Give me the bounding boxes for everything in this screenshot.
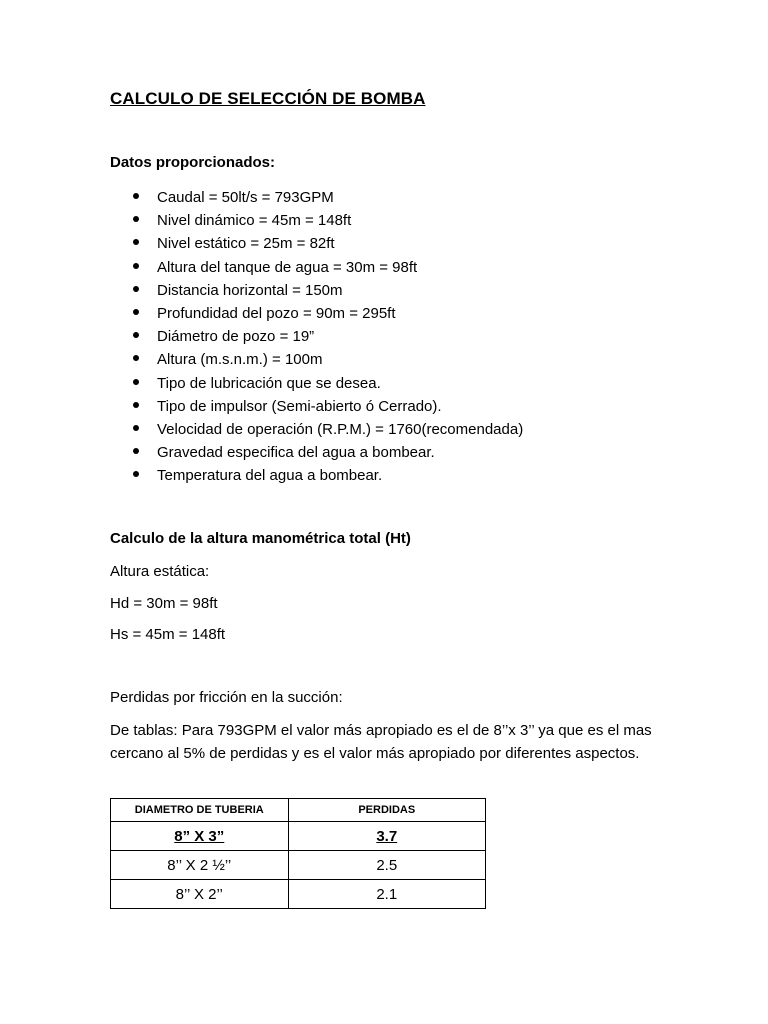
list-item — [110, 464, 523, 487]
bullet-icon — [133, 471, 139, 477]
datos-heading: Datos proporcionados: — [110, 154, 276, 171]
bullet-icon — [133, 448, 139, 454]
table-cell-diametro: 8’’ X 2’’ — [111, 880, 289, 909]
list-item — [110, 186, 523, 209]
column-header-perdidas: PERDIDAS — [288, 799, 485, 822]
perdidas-paragraph: De tablas: Para 793GPM el valor más apropiado es el de 8’’x 3’’ ya que es el mas cercano al 5% de perdidas y es el valor más apropiado por diferentes aspectos. — [110, 722, 652, 762]
perdidas-heading: Perdidas por fricción en la succión: — [110, 689, 343, 706]
list-item — [110, 441, 523, 464]
list-item — [110, 256, 523, 279]
list-item-text: Diámetro de pozo = 19” — [157, 328, 315, 346]
list-item — [110, 209, 523, 232]
hd-formula: Hd = 30m = 98ft — [110, 595, 218, 612]
table-cell-perdidas: 2.1 — [288, 880, 485, 909]
table-cell-perdidas: 3.7 — [288, 822, 485, 851]
list-item-text: Tipo de impulsor (Semi-abierto ó Cerrado). — [157, 397, 442, 415]
table-row — [111, 880, 486, 909]
altura-estatica-label: Altura estática: — [110, 563, 210, 580]
list-item — [110, 325, 523, 348]
list-item — [110, 418, 523, 441]
list-item — [110, 232, 523, 255]
bullet-icon — [133, 355, 139, 361]
table-cell-perdidas: 2.5 — [288, 851, 485, 880]
bullet-icon — [133, 263, 139, 269]
list-item-text: Altura del tanque de agua = 30m = 98ft — [157, 258, 418, 276]
table-header-row — [111, 799, 486, 822]
document-title: CALCULO DE SELECCIÓN DE BOMBA — [110, 89, 426, 108]
table-row — [111, 822, 486, 851]
bullet-icon — [133, 216, 139, 222]
list-item-text: Velocidad de operación (R.P.M.) = 1760(recomendada) — [157, 420, 524, 438]
bullet-icon — [133, 286, 139, 292]
bullet-icon — [133, 379, 139, 385]
bullet-icon — [133, 309, 139, 315]
hs-formula: Hs = 45m = 148ft — [110, 626, 226, 643]
list-item — [110, 395, 523, 418]
bullet-icon — [133, 402, 139, 408]
list-item-text: Caudal = 50lt/s = 793GPM — [157, 189, 334, 206]
bullet-icon — [133, 425, 139, 431]
list-item-text: Tipo de lubricación que se desea. — [157, 374, 381, 392]
list-item-text: Gravedad especifica del agua a bombear. — [157, 444, 435, 462]
list-item-text: Distancia horizontal = 150m — [157, 281, 343, 299]
calculo-heading: Calculo de la altura manométrica total (Ht) — [110, 530, 411, 547]
list-item — [110, 348, 523, 371]
column-header-diametro: DIAMETRO DE TUBERIA — [111, 799, 289, 822]
table-cell-diametro: 8” X 3” — [111, 822, 289, 851]
bullet-icon — [133, 193, 139, 199]
list-item-text: Temperatura del agua a bombear. — [157, 467, 383, 485]
list-item-text: Nivel dinámico = 45m = 148ft — [157, 212, 352, 230]
datos-list — [110, 186, 523, 487]
list-item — [110, 372, 523, 395]
list-item — [110, 302, 523, 325]
list-item — [110, 279, 523, 302]
table-row — [111, 851, 486, 880]
bullet-icon — [133, 239, 139, 245]
list-item-text: Profundidad del pozo = 90m = 295ft — [157, 304, 396, 322]
bullet-icon — [133, 332, 139, 338]
list-item-text: Nivel estático = 25m = 82ft — [157, 235, 335, 253]
perdidas-table — [110, 798, 486, 909]
table-cell-diametro: 8’’ X 2 ½’’ — [111, 851, 289, 880]
list-item-text: Altura (m.s.n.m.) = 100m — [157, 351, 323, 369]
